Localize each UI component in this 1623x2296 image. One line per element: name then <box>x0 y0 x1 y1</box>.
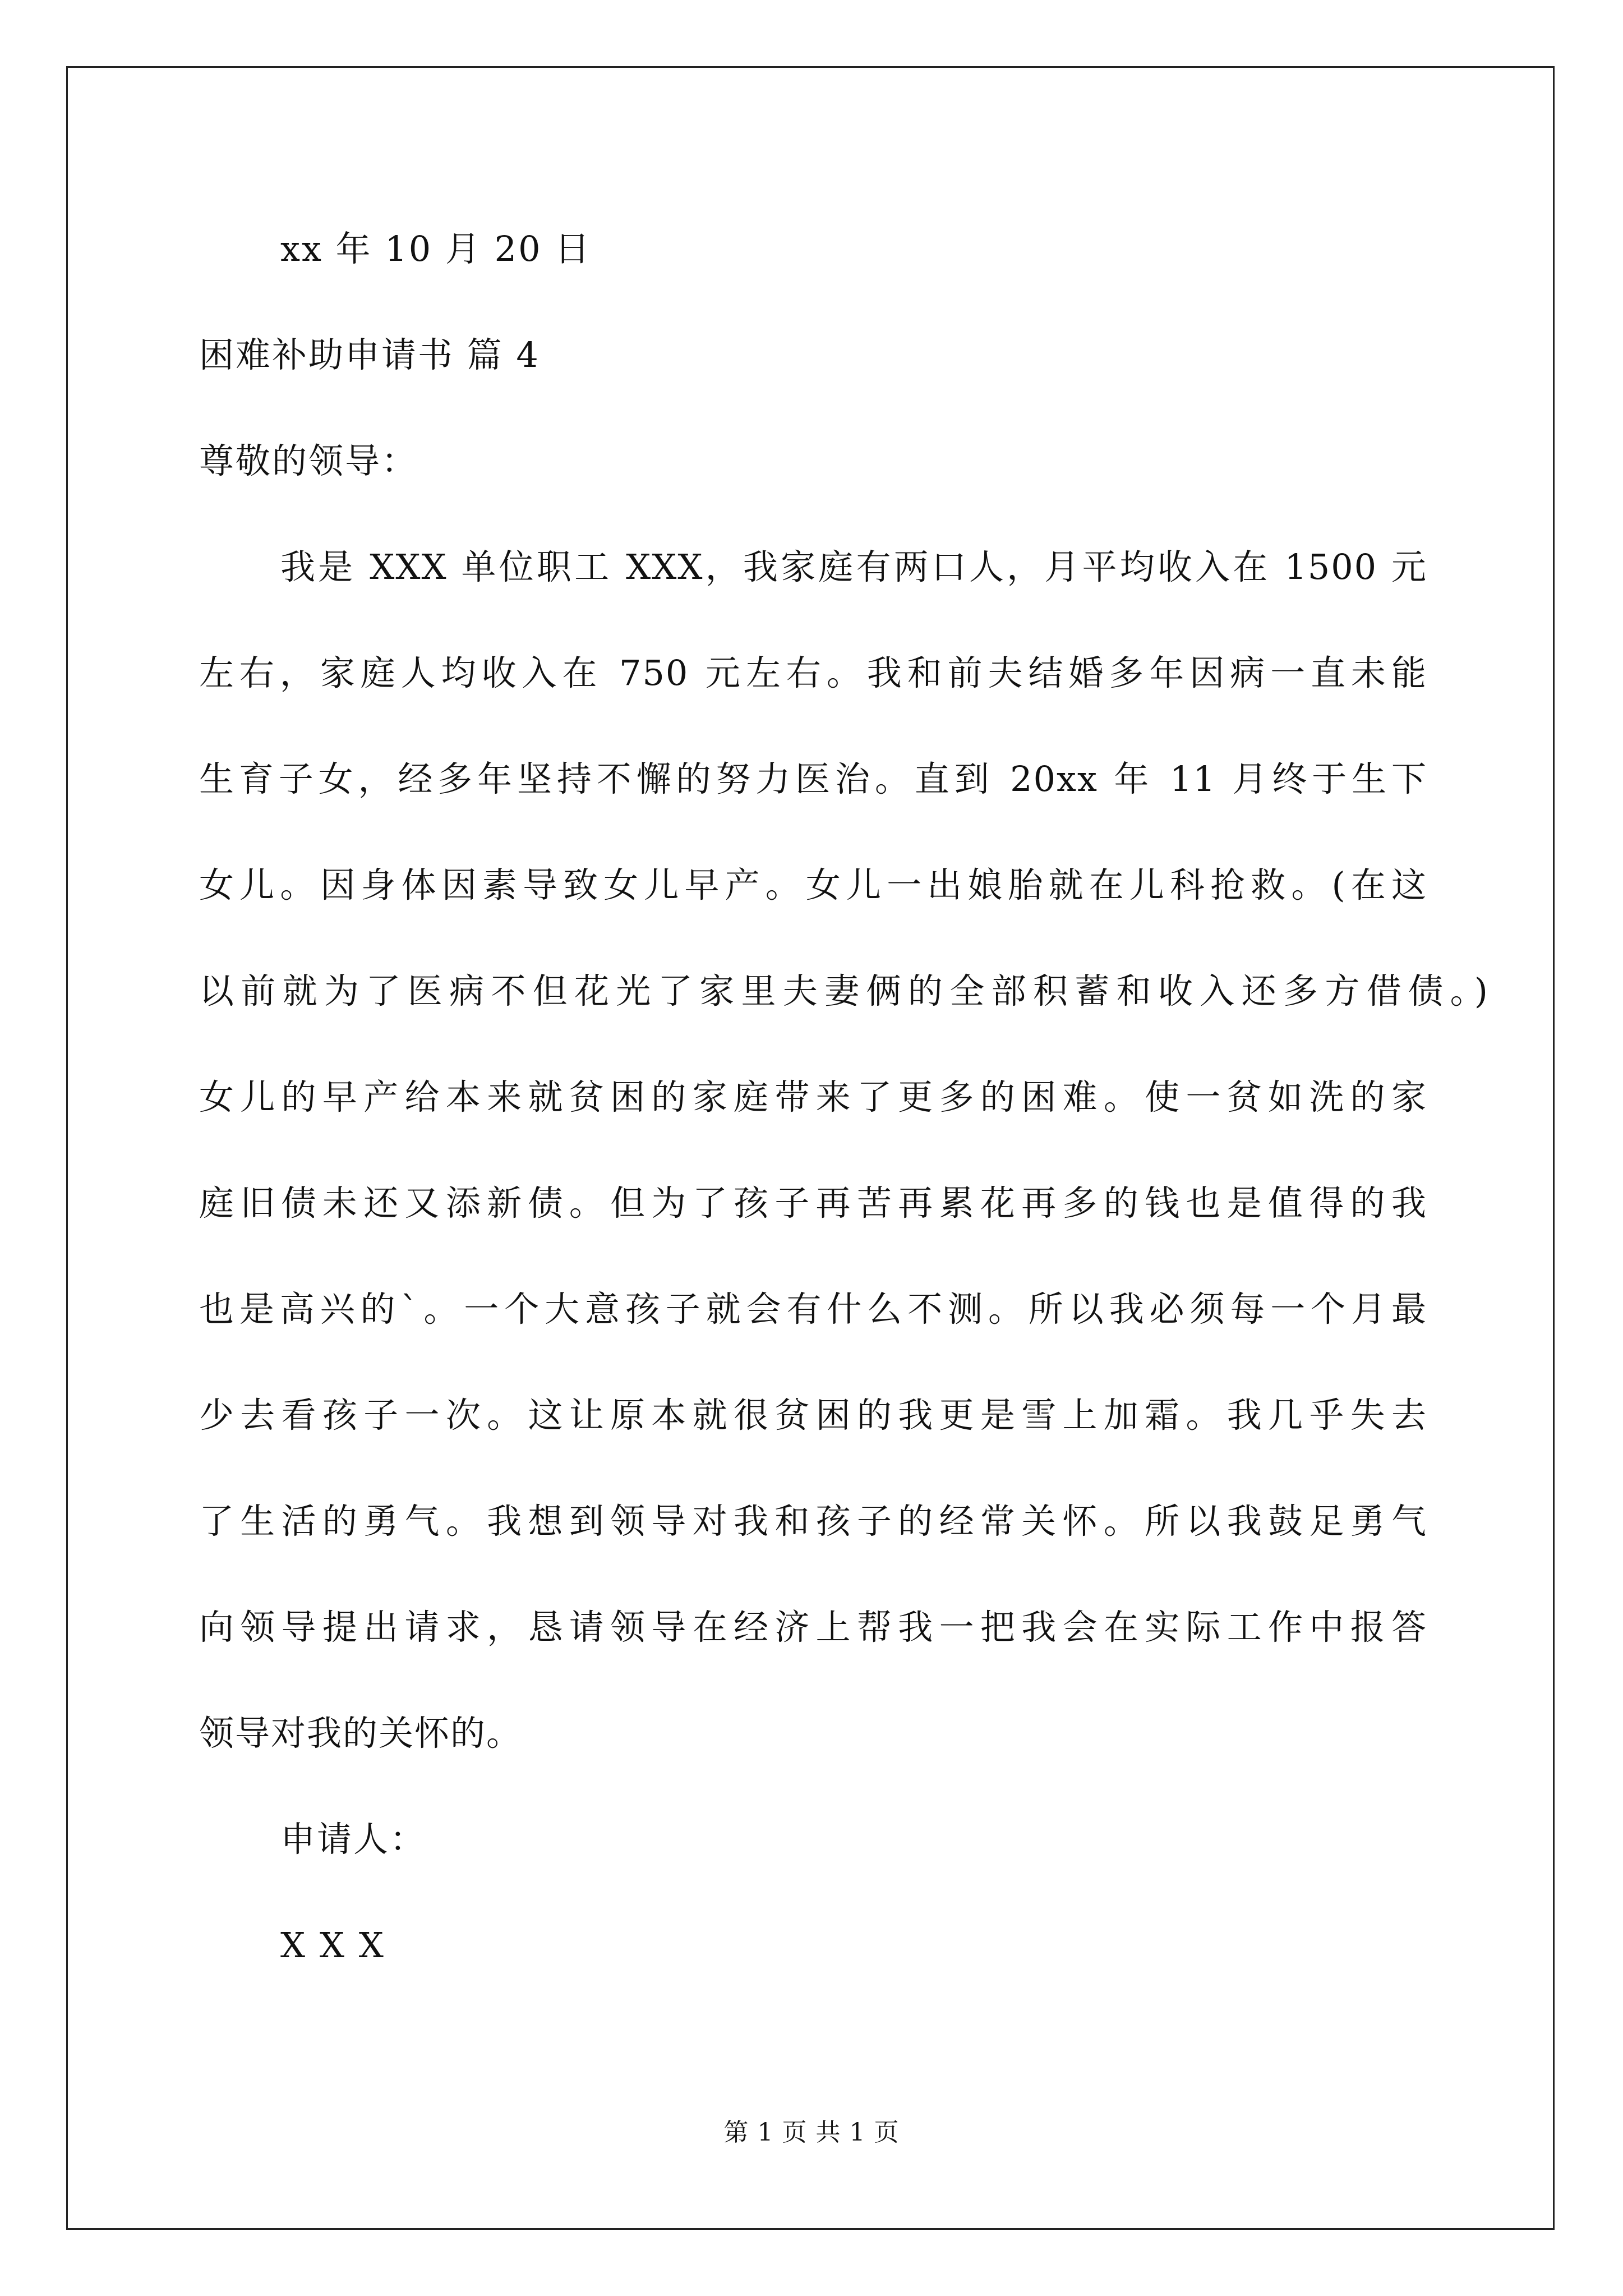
body-line: 女儿。因身体因素导致女儿早产。女儿一出娘胎就在儿科抢救。(在这 <box>199 864 1427 905</box>
body-line: 也是高兴的`。一个大意孩子就会有什么不测。所以我必须每一个月最 <box>199 1289 1427 1329</box>
body-line: 庭旧债未还又添新债。但为了孩子再苦再累花再多的钱也是值得的我 <box>199 1182 1427 1223</box>
body-line: 向领导提出请求，恳请领导在经济上帮我一把我会在实际工作中报答 <box>199 1607 1427 1648</box>
applicant-name: X X X <box>280 1925 385 1966</box>
body-line: 以前就为了医病不但花光了家里夫妻俩的全部积蓄和收入还多方借债。) <box>199 970 1489 1011</box>
body-line: 女儿的早产给本来就贫困的家庭带来了更多的困难。使一贫如洗的家 <box>199 1076 1427 1117</box>
salutation: 尊敬的领导： <box>199 440 418 481</box>
body-line: 我是 XXX 单位职工 XXX，我家庭有两口人，月平均收入在 1500 元 <box>280 546 1427 587</box>
body-line: 少去看孩子一次。这让原本就很贫困的我更是雪上加霜。我几乎失去 <box>199 1395 1427 1435</box>
body-line: 了生活的勇气。我想到领导对我和孩子的经常关怀。所以我鼓足勇气 <box>199 1501 1427 1542</box>
page-border <box>66 66 1555 2230</box>
page-footer: 第 1 页 共 1 页 <box>723 2118 900 2147</box>
document-title: 困难补助申请书 篇 4 <box>199 334 540 375</box>
body-line: 生育子女，经多年坚持不懈的努力医治。直到 20xx 年 11 月终于生下 <box>199 758 1427 799</box>
applicant-label: 申请人： <box>280 1819 427 1860</box>
date-line: xx 年 10 月 20 日 <box>280 228 592 269</box>
body-line: 左右，家庭人均收入在 750 元左右。我和前夫结婚多年因病一直未能 <box>199 652 1427 693</box>
body-line: 领导对我的关怀的。 <box>199 1713 523 1754</box>
